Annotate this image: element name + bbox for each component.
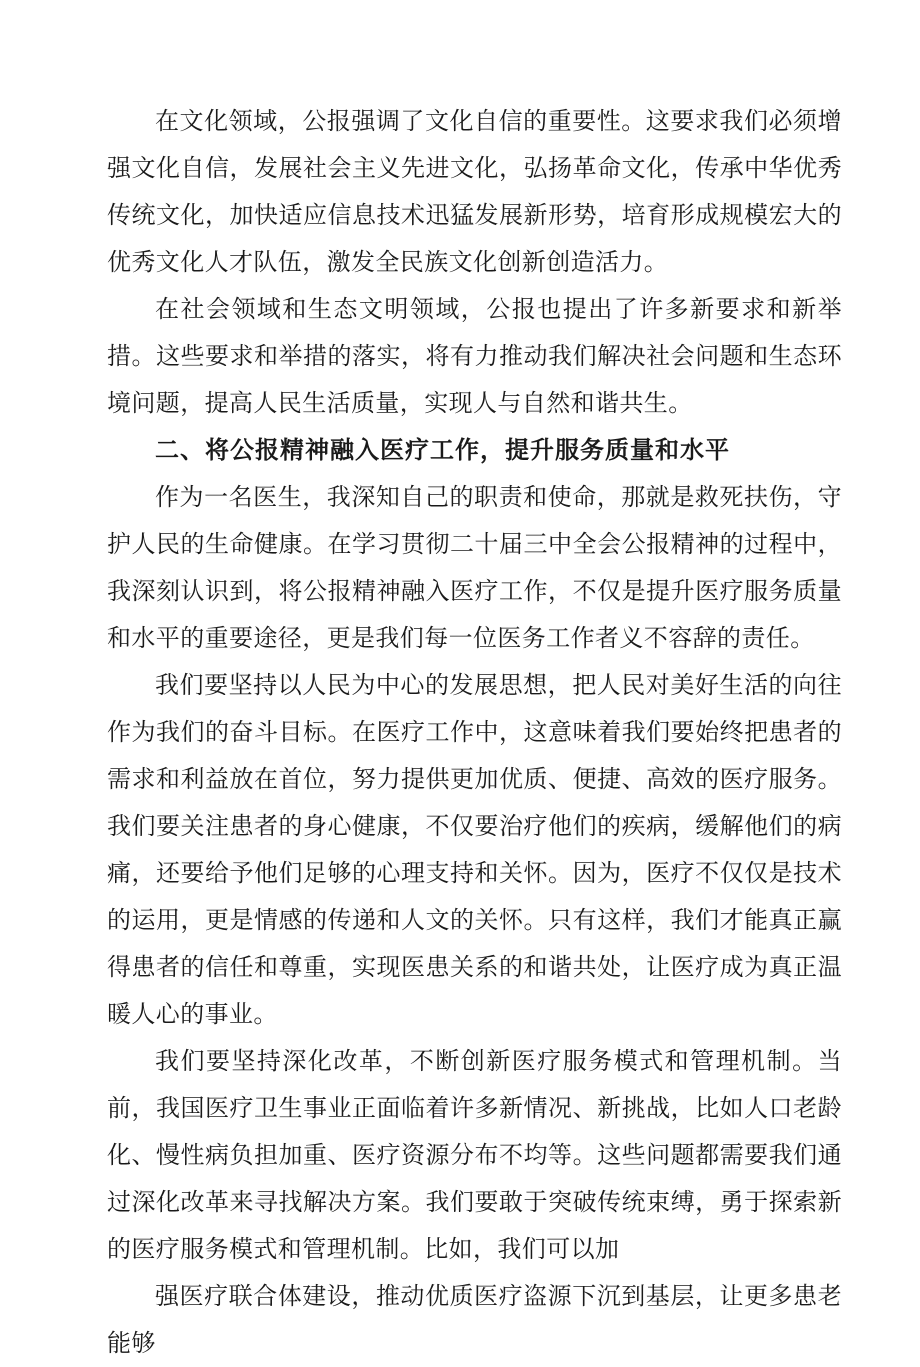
- section-heading: 二、将公报精神融入医疗工作，提升服务质量和水平: [155, 436, 730, 464]
- paragraph-people-centered: 我们要坚持以人民为中心的发展思想，把人民对美好生活的向往作为我们的奋斗目标。在医疗工作中，这意味着我们要始终把患者的需求和利益放在首位，努力提供更加优质、便捷、高效的医疗服务。我们要关注患者的身心健康，不仅要治疗他们的疾病，缓解他们的病痛，还要给予他们足够的心理支持和关怀。因为，医疗不仅仅是技术的运用，更是情感的传递和人文的关怀。只有这样，我们才能真正赢得患者的信任和尊重，实现医患关系的和谐共处，让医疗成为真正温暖人心的事业。: [107, 671, 842, 1028]
- paragraph-society-ecology: 在社会领域和生态文明领域，公报也提出了许多新要求和新举措。这些要求和举措的落实，将有力推动我们解决社会问题和生态环境问题，提高人民生活质量，实现人与自然和谐共生。: [107, 295, 842, 417]
- paragraph-deepen-reform: 我们要坚持深化改革，不断创新医疗服务模式和管理机制。当前，我国医疗卫生事业正面临着许多新情况、新挑战，比如人口老龄化、慢性病负担加重、医疗资源分布不均等。这些问题都需要我们通过深化改革来寻找解决方案。我们要敢于突破传统束缚，勇于探索新的医疗服务模式和管理机制。比如，我们可以加: [107, 1047, 842, 1263]
- paragraph-doctor-duty: 作为一名医生，我深知自己的职责和使命，那就是救死扶伤，守护人民的生命健康。在学习贯彻二十届三中全会公报精神的过程中，我深刻认识到，将公报精神融入医疗工作，不仅是提升医疗服务质量和水平的重要途径，更是我们每一位医务工作者义不容辞的责任。: [107, 483, 842, 652]
- document-body: [107, 98, 842, 1367]
- paragraph-continuation: 强医疗联合体建设，推动优质医疗盗源下沉到基层，让更多患老能够: [107, 1282, 842, 1357]
- paragraph-culture: 在文化领域，公报强调了文化自信的重要性。这要求我们必须增强文化自信，发展社会主义先进文化，弘扬革命文化，传承中华优秀传统文化，加快适应信息技术迅猛发展新形势，培育形成规模宏大的优秀文化人才队伍，激发全民族文化创新创造活力。: [107, 107, 842, 276]
